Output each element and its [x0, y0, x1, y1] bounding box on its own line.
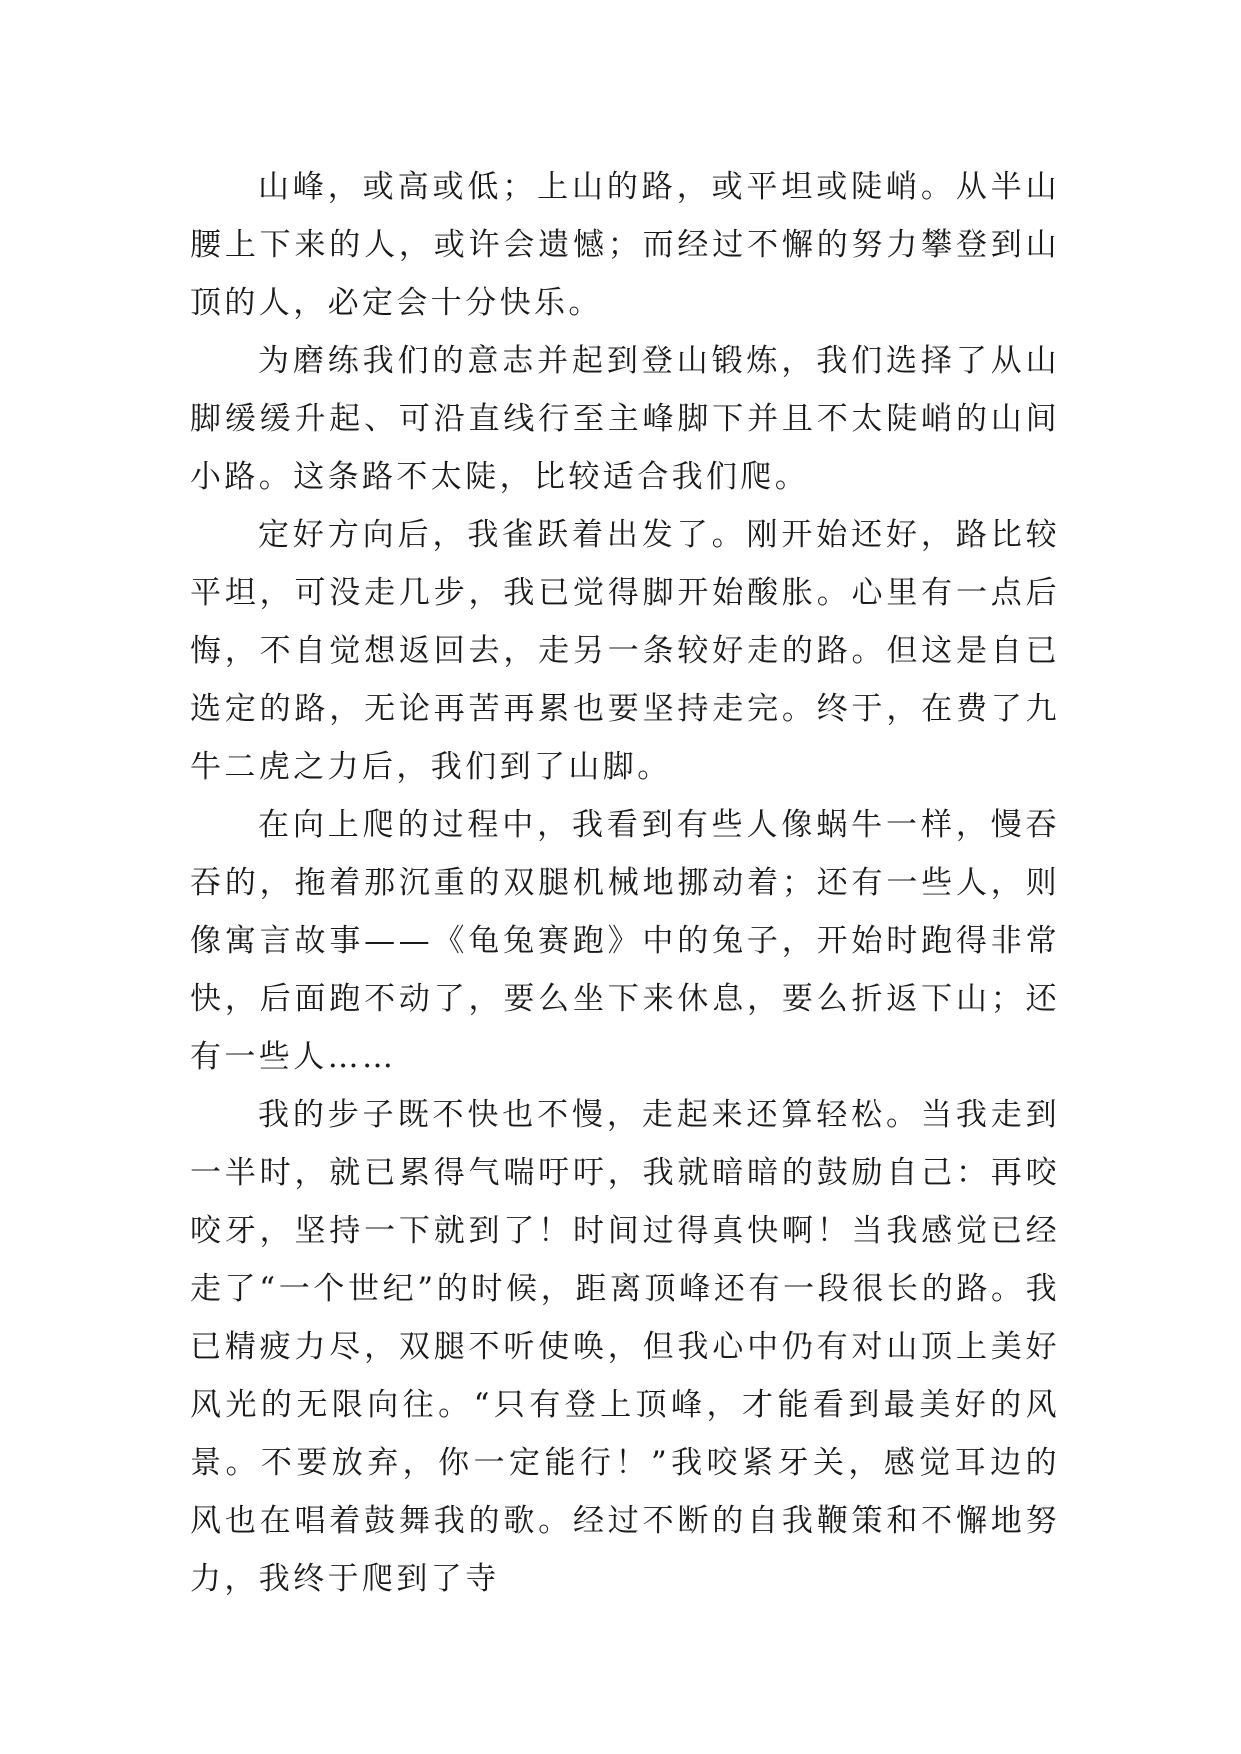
paragraph-5: 我的步子既不快也不慢，走起来还算轻松。当我走到一半时，就已累得气喘吁吁，我就暗暗的鼓励自己：再咬咬牙，坚持一下就到了！时间过得真快啊！当我感觉已经走了“一个世纪”的时候，距离顶峰还有一段很长的路。我已精疲力尽，双腿不听使唤，但我心中仍有对山顶上美好风光的无限向往。“只有登上顶峰，才能看到最美好的风景。不要放弃，你一定能行！”我咬紧牙关，感觉耳边的风也在唱着鼓舞我的歌。经过不断的自我鞭策和不懈地努力，我终于爬到了寺	[190, 1097, 1060, 1597]
paragraph-1: 山峰，或高或低；上山的路，或平坦或陡峭。从半山腰上下来的人，或许会遗憾；而经过不懈的努力攀登到山顶的人，必定会十分快乐。	[190, 169, 1060, 321]
document-body	[190, 158, 1060, 1608]
paragraph-4: 在向上爬的过程中，我看到有些人像蜗牛一样，慢吞吞的，拖着那沉重的双腿机械地挪动着；还有一些人，则像寓言故事——《龟兔赛跑》中的兔子，开始时跑得非常快，后面跑不动了，要么坐下来休息，要么折返下山；还有一些人……	[190, 807, 1060, 1075]
paragraph-3: 定好方向后，我雀跃着出发了。刚开始还好，路比较平坦，可没走几步，我已觉得脚开始酸胀。心里有一点后悔，不自觉想返回去，走另一条较好走的路。但这是自已选定的路，无论再苦再累也要坚持走完。终于，在费了九牛二虎之力后，我们到了山脚。	[190, 517, 1060, 785]
paragraph-2: 为磨练我们的意志并起到登山锻炼，我们选择了从山脚缓缓升起、可沿直线行至主峰脚下并且不太陡峭的山间小路。这条路不太陡，比较适合我们爬。	[190, 343, 1060, 495]
